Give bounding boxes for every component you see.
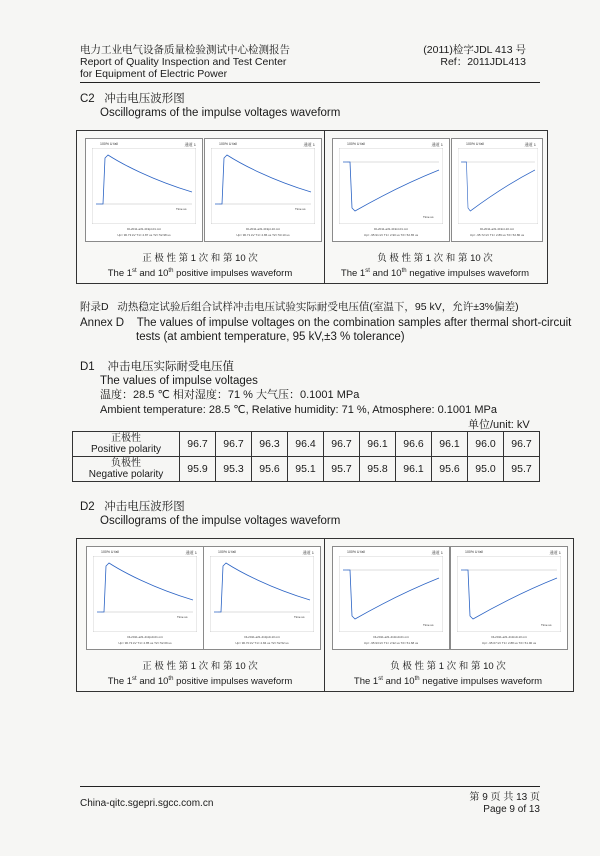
scope-title: 100% U fall	[347, 550, 365, 554]
c2-scope-positive-10	[204, 138, 322, 242]
section-d2-title-en: Oscillograms of the impulse voltages waveform	[100, 515, 341, 527]
scope-title: 100% U fall	[101, 550, 119, 554]
scope-readout: Up= -95.67 kV T1= 2.88 us T2= 51.90 us	[481, 641, 537, 645]
scope-time-label: Time us	[176, 207, 187, 211]
scope-title: 100% U fall	[219, 142, 237, 146]
scope-file-name: DL2011-aif1-413ndl-10.mit	[491, 635, 527, 639]
table-cell: 95.6	[252, 457, 288, 482]
scope-time-label: Time us	[541, 623, 552, 627]
table-cell: 96.1	[396, 457, 432, 482]
negative-waveform-plot	[457, 556, 561, 632]
annex-d-text-cn: 动热稳定试验后组合试样冲击电压试验实际耐受电压值(室温下，95 kV，允许±3%偏差)	[117, 301, 519, 313]
d2-scope-positive-1	[86, 546, 204, 650]
table-cell: 96.7	[216, 432, 252, 457]
c2-scope-positive-1	[85, 138, 203, 242]
scope-readout: Up= -95.93 kV T1= 2.92 us T2= 51.68 us	[363, 641, 419, 645]
scope-channel-tag: 通道 1	[302, 550, 314, 555]
d2-negative-caption-cn: 负 极 性 第 1 次 和 第 10 次	[390, 661, 506, 672]
scope-readout: Up= 96.73 kV T1= 2.87 us T2= 52.98 us	[117, 233, 171, 237]
annex-d-text-en-1: The values of impulse voltages on the combination samples after thermal short-circuit	[136, 317, 572, 329]
annex-d-label-en: Annex D	[80, 317, 125, 329]
scope-time-label: Time us	[423, 623, 434, 627]
section-c2-title-en: Oscillograms of the impulse voltages waveform	[100, 107, 341, 119]
scope-time-label: Time us	[423, 215, 434, 219]
annex-d-en	[80, 316, 571, 330]
d2-negative-caption	[324, 661, 572, 688]
scope-title: 100% U fall	[347, 142, 365, 146]
section-d2-title-cn: 冲击电压波形图	[104, 501, 185, 513]
c2-scope-negative-1	[332, 138, 450, 242]
scope-title: 100% U fall	[100, 142, 118, 146]
header-title-en-1: Report of Quality Inspection and Test Center	[80, 56, 287, 68]
table-cell: 96.1	[360, 432, 396, 457]
section-d2-number: D2	[80, 501, 95, 513]
table-cell: 95.0	[468, 457, 504, 482]
d2-scope-negative-10	[450, 546, 568, 650]
table-cell: 96.4	[288, 432, 324, 457]
scope-file-name: DL2011-aif1-419pl-01.mit	[127, 227, 161, 231]
table-cell: 96.3	[252, 432, 288, 457]
scope-readout: Up= -95.91 kV T1= 2.90 us T2= 52.65 us	[363, 233, 419, 237]
section-c2-title-cn: 冲击电压波形图	[104, 93, 185, 105]
footer-website: China-qitc.sgepri.sgcc.com.cn	[80, 798, 214, 809]
d1-conditions-cn: 温度：28.5 ℃ 相对湿度：71 % 大气压：0.1001 MPa	[100, 389, 360, 401]
d1-conditions-en: Ambient temperature: 28.5 ℃, Relative humidity: 71 %, Atmosphere: 0.1001 MPa	[100, 404, 497, 416]
row-label-negative: 负极性 Negative polarity	[73, 457, 180, 482]
table-cell: 96.0	[468, 432, 504, 457]
footer-divider	[80, 786, 540, 787]
header-title-en-2: for Equipment of Electric Power	[80, 68, 228, 80]
annex-d-cn	[80, 300, 519, 314]
negative-waveform-plot	[339, 556, 443, 632]
positive-waveform-plot	[210, 556, 314, 632]
table-cell: 95.8	[360, 457, 396, 482]
c2-positive-caption	[76, 253, 324, 280]
scope-file-name: DL2011-aif1-419nl-10.mit	[480, 227, 514, 231]
table-cell: 96.1	[432, 432, 468, 457]
scope-readout: Up= 96.73 kV T1= 2.85 us T2= 52.09 us	[118, 641, 172, 645]
section-c2-number: C2	[80, 93, 95, 105]
table-cell: 95.1	[288, 457, 324, 482]
c2-negative-caption-cn: 负 极 性 第 1 次 和 第 10 次	[377, 253, 493, 264]
negative-waveform-plot	[339, 148, 443, 224]
table-cell: 96.6	[396, 432, 432, 457]
table-cell: 95.3	[216, 457, 252, 482]
table-cell: 95.7	[324, 457, 360, 482]
table-cell: 95.9	[180, 457, 216, 482]
d1-unit-label: 单位/unit: kV	[468, 419, 530, 431]
c2-negative-caption-en: The 1st and 10th negative impulses waveform	[340, 268, 530, 280]
scope-time-label: Time us	[177, 615, 188, 619]
d2-negative-caption-en: The 1st and 10th negative impulses waveform	[353, 676, 543, 688]
scope-time-label: Time us	[294, 615, 305, 619]
scope-channel-tag: 通道 1	[185, 550, 197, 555]
table-cell: 96.7	[180, 432, 216, 457]
table-row-negative	[73, 457, 540, 482]
scope-channel-tag: 通道 1	[431, 550, 443, 555]
scope-file-name: DL2011-aif1-413pdl-10.mit	[244, 635, 280, 639]
table-cell: 95.7	[504, 457, 540, 482]
scope-channel-tag: 通道 1	[431, 142, 443, 147]
section-d1-title-cn: 冲击电压实际耐受电压值	[107, 361, 234, 373]
table-cell: 95.6	[432, 457, 468, 482]
negative-waveform-plot	[458, 148, 538, 224]
scope-readout: Up= 96.70 kV T1= 2.84 us T2= 52.52 us	[235, 641, 289, 645]
scope-file-name: DL2011-aif1-419pl-10.mit	[246, 227, 280, 231]
scope-channel-tag: 通道 1	[549, 550, 561, 555]
positive-waveform-plot	[93, 556, 197, 632]
positive-waveform-plot	[211, 148, 315, 224]
header-divider	[80, 82, 540, 83]
c2-positive-caption-en: The 1st and 10th positive impulses waveform	[107, 268, 293, 280]
section-d1-heading	[80, 360, 234, 374]
d2-positive-caption	[76, 661, 324, 688]
header-ref: Ref：2011JDL413	[440, 56, 526, 68]
section-d1-title-en: The values of impulse voltages	[100, 375, 258, 387]
d2-scope-positive-10	[203, 546, 321, 650]
section-d1-number: D1	[80, 361, 95, 373]
footer-page-cn: 第 9 页 共 13 页	[469, 792, 540, 803]
header-title-cn: 电力工业电气设备质量检验测试中心检测报告	[80, 44, 290, 56]
section-c2-heading	[80, 92, 185, 106]
scope-file-name: DL2011-aif1-413ndl-01.mit	[373, 635, 409, 639]
positive-waveform-plot	[92, 148, 196, 224]
section-d2-heading	[80, 500, 185, 514]
c2-negative-caption	[324, 253, 546, 280]
annex-d-text-en-2: tests (at ambient temperature, 95 kV,±3 % tolerance)	[136, 331, 405, 343]
scope-title: 100% U fall	[466, 142, 484, 146]
c2-positive-caption-cn: 正 极 性 第 1 次 和 第 10 次	[142, 253, 258, 264]
scope-time-label: Time us	[295, 207, 306, 211]
scope-title: 100% U fall	[218, 550, 236, 554]
report-header-ref	[423, 44, 526, 68]
header-report-no: (2011)检字JDL 413 号	[423, 44, 526, 56]
c2-scope-negative-10	[451, 138, 543, 242]
footer-page-en: Page 9 of 13	[483, 804, 540, 815]
scope-channel-tag: 通道 1	[524, 142, 536, 147]
table-cell: 96.7	[504, 432, 540, 457]
table-row-positive	[73, 432, 540, 457]
footer-page-number	[469, 792, 540, 816]
report-header-title	[80, 44, 290, 80]
table-cell: 96.7	[324, 432, 360, 457]
annex-d-label-cn: 附录D	[80, 301, 109, 313]
d2-positive-caption-en: The 1st and 10th positive impulses waveform	[107, 676, 293, 688]
scope-readout: Up= -95.72 kV T1= 2.89 us T2= 52.80 us	[469, 233, 525, 237]
row-label-positive: 正极性 Positive polarity	[73, 432, 180, 457]
scope-file-name: DL2011-aif1-419nl-01.mit	[374, 227, 408, 231]
impulse-voltage-table	[72, 431, 540, 482]
scope-channel-tag: 通道 1	[184, 142, 196, 147]
scope-file-name: DL2011-aif1-413pdl-01.mit	[127, 635, 163, 639]
d2-scope-negative-1	[332, 546, 450, 650]
scope-channel-tag: 通道 1	[303, 142, 315, 147]
d2-positive-caption-cn: 正 极 性 第 1 次 和 第 10 次	[142, 661, 258, 672]
scope-readout: Up= 96.71 kV T1= 2.86 us T2= 53.10 us	[236, 233, 290, 237]
scope-title: 100% U fall	[465, 550, 483, 554]
